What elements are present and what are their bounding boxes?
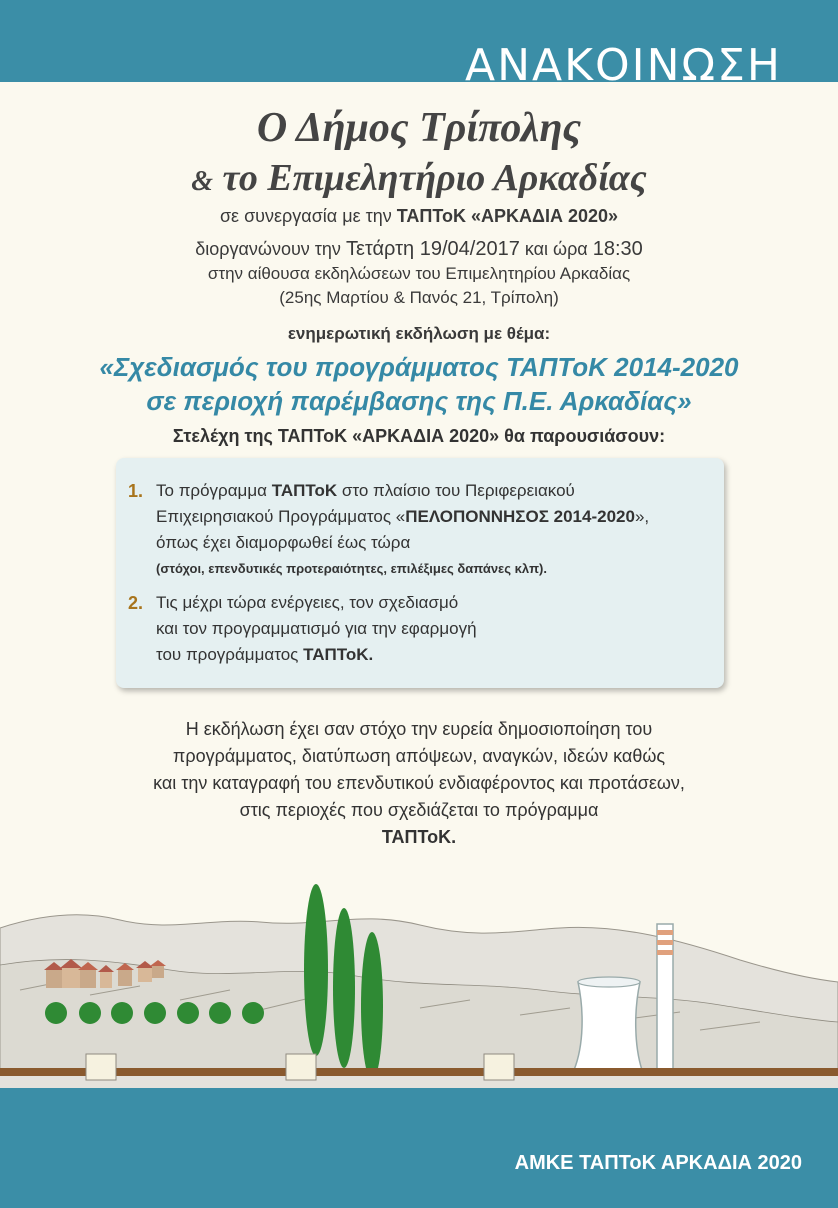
paragraph-line: στις περιοχές που σχεδιάζεται το πρόγραμμα ΤΑΠΤοΚ. [239, 800, 599, 847]
theme-label: ενημερωτική εκδήλωση με θέμα: [287, 324, 551, 343]
agenda-item-2 [128, 590, 477, 668]
topic-line-1: «Σχεδιασμός του προγράμματος ΤΑΠΤοΚ 2014-2020 [99, 352, 739, 382]
presenters-line [0, 426, 838, 447]
agenda-item-line: και τον προγραμματισμό για την εφαρμογή [156, 619, 477, 638]
title-line-2 [0, 156, 838, 200]
agenda-item-line: Το πρόγραμμα ΤΑΠΤοΚ στο πλαίσιο του Περιφερειακού [156, 481, 575, 500]
agenda-item-number: 1. [128, 481, 144, 501]
header-band [0, 0, 838, 91]
description-paragraph [0, 716, 838, 851]
paragraph-line: Η εκδήλωση έχει σαν στόχο την ευρεία δημοσιοποίηση του [185, 719, 653, 739]
presenters-bold: ΑΡΚΑΔΙΑ 2020 [362, 426, 490, 446]
agenda-item-1 [128, 478, 649, 582]
place-line: στην αίθουσα εκδηλώσεων του Επιμελητηρίου Αρκαδίας [207, 264, 631, 283]
presenters-prefix: Στελέχη της ΤΑΠΤοΚ « [172, 426, 363, 446]
agenda-item-line: όπως έχει διαμορφωθεί έως τώρα [156, 533, 411, 552]
ground-base [0, 1076, 838, 1088]
agenda-item-line: Επιχειρησιακού Προγράμματος «ΠΕΛΟΠΟΝΝΗΣΟΣ 2014-2020», [156, 507, 650, 526]
agenda-box [116, 458, 724, 688]
agenda-item-line: του προγράμματος ΤΑΠΤοΚ. [156, 645, 374, 664]
time-prefix: και ώρα [519, 239, 593, 259]
paragraph-line: προγράμματος, διατύπωση απόψεων, αναγκών, ιδεών καθώς [172, 746, 666, 766]
ground-strip [0, 1068, 838, 1076]
agenda-item-number: 2. [128, 593, 144, 613]
date-line [0, 238, 838, 261]
title-line-1: Ο Δήμος Τρίπολης [256, 105, 582, 151]
cooperation-partner: ΤΑΠΤοΚ «ΑΡΚΑΔΙΑ 2020» [396, 206, 619, 226]
landscape-illustration [0, 870, 838, 1094]
cooperation-prefix: σε συνεργασία με την [219, 206, 397, 226]
title-ampersand: & [191, 166, 214, 197]
agenda-item-note: (στόχοι, επενδυτικές προτεραιότητες, επιλέξιμες δαπάνες κλπ). [156, 561, 547, 576]
organization-name: ΑΜΚΕ ΤΑΠΤοΚ ΑΡΚΑΔΙΑ 2020 [514, 1152, 802, 1174]
title-line-2-text: το Επιμελητήριο Αρκαδίας [222, 157, 647, 199]
footer-band [0, 1088, 838, 1208]
paragraph-line: και την καταγραφή του επενδυτικού ενδιαφέροντος και προτάσεων, [153, 773, 685, 793]
announcement-title: ΑΝΑΚΟΙΝΩΣΗ [465, 40, 782, 91]
organize-text: διοργανώνουν την [195, 239, 346, 259]
cooperation-line [0, 206, 838, 227]
event-date: Τετάρτη 19/04/2017 [345, 238, 520, 260]
agenda-item-line: Τις μέχρι τώρα ενέργειες, τον σχεδιασμό [156, 593, 459, 612]
cypress-trees [304, 884, 383, 1080]
event-time: 18:30 [592, 238, 643, 260]
presenters-suffix: » θα παρουσιάσουν: [489, 426, 666, 446]
topic-line-2: σε περιοχή παρέμβασης της Π.Ε. Αρκαδίας» [146, 386, 692, 416]
address-line: (25ης Μαρτίου & Πανός 21, Τρίπολη) [279, 288, 559, 307]
